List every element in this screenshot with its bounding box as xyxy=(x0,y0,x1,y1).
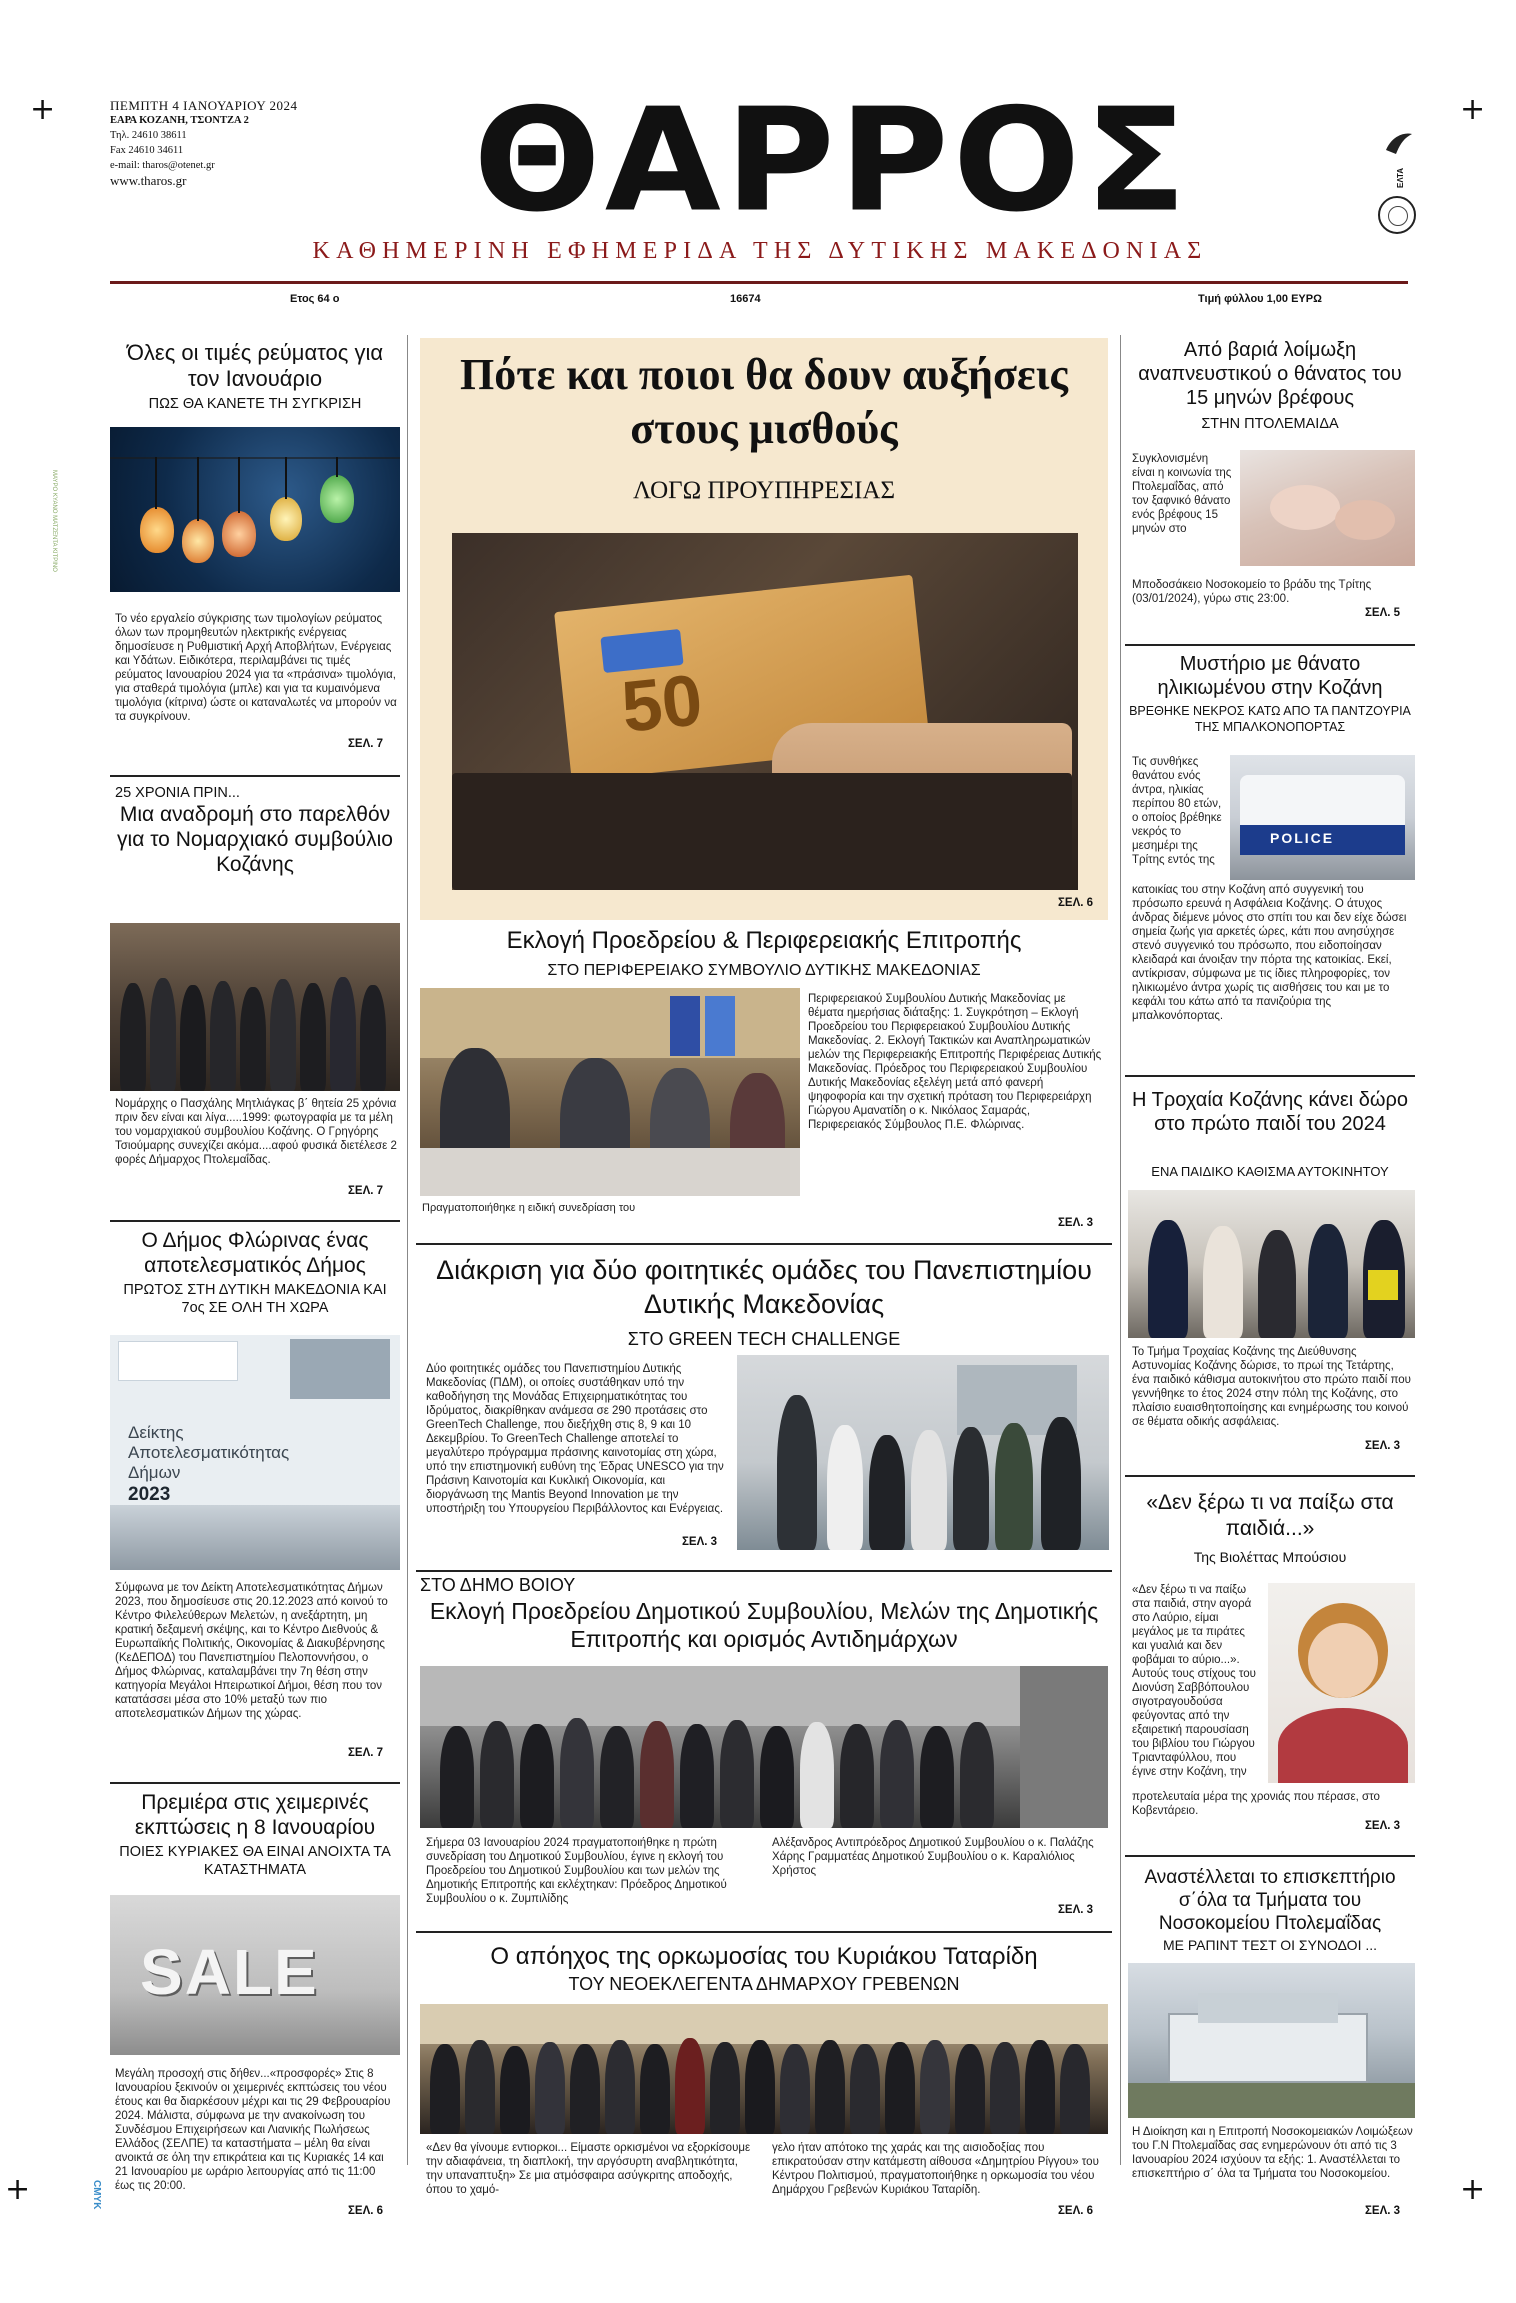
email: e-mail: tharos@otenet.gr xyxy=(110,160,215,171)
year-label: Ετος 64 ο xyxy=(290,293,340,305)
page-ref[interactable]: ΣΕΛ. 6 xyxy=(1058,897,1094,909)
price-label: Τιμή φύλλου 1,00 ΕΥΡΩ xyxy=(1198,293,1322,305)
article-body: Σύμφωνα με τον Δείκτη Αποτελεσματικότητας Δήμων 2023, που δημοσίευσε στις 20.12.2023 από κοινού το Κέντρο Φιλελεύθερων Μελετών, η ανεξάρτητη, μη κρατική δεξαμενή σκέψης, και το Κέντρο Διεθνούς & Ευρωπαϊκής Πολιτικής, Οικονομίας & Διακυβέρνησης (ΚεΔΕΠΟΔ) του Πανεπιστημίου Πελοποννήσου, ο Δήμος Φλώρινας, καταλαμβάνει την 7η θέση στην κατηγορία Μεγάλοι Ηπειρωτικοί Δήμοι, θέση που τον κατατάσσει μέσα στο 10% μεταξύ των πιο αποτελεσματικών Δήμων της χώρας. xyxy=(115,1582,388,1720)
article-body-side: Συγκλονισμένη είναι η κοινωνία της Πτολεμαΐδας, από τον ξαφνικό θάνατο ενός βρέφους 15 μηνών στο xyxy=(1132,453,1232,535)
article-title[interactable]: Αναστέλλεται το επισκεπτήριο σ΄όλα τα Τμήματα του Νοσοκομείου Πτολεμαΐδας xyxy=(1144,1867,1396,1934)
article-title[interactable]: Όλες οι τιμές ρεύματος για τον Ιανουάριο xyxy=(126,340,384,391)
article-title[interactable]: Διάκριση για δύο φοιτητικές ομάδες του Πανεπιστημίου Δυτικής Μακεδονίας xyxy=(436,1255,1092,1319)
article-body: Το Τμήμα Τροχαίας Κοζάνης της Διεύθυνσης Αστυνομίας Κοζάνης δώρισε, το πρωί της Τετάρτης, ένα παιδικό κάθισμα αυτοκινήτου στο πρώτο παιδί που γεννήθηκε το έτος 2024 στην πόλη της Κοζάνης, στο πλαίσιο ευαισθητοποίησης και ενημέρωσης του κοινού σε θέματα οδικής ασφάλειας. xyxy=(1132,1346,1411,1428)
photo-wallet-money: 50 xyxy=(452,533,1078,890)
article-subtitle: ΠΡΩΤΟΣ ΣΤΗ ΔΥΤΙΚΗ ΜΑΚΕΔΟΝΙΑ ΚΑΙ 7ος ΣΕ ΟΛΗ ΤΗ ΧΩΡΑ xyxy=(123,1282,387,1316)
registration-mark: + xyxy=(5,2172,31,2207)
page-ref[interactable]: ΣΕΛ. 7 xyxy=(348,1747,384,1759)
article-title[interactable]: Η Τροχαία Κοζάνης κάνει δώρο στο πρώτο παιδί του 2024 xyxy=(1132,1089,1408,1135)
article-subtitle: ΠΩΣ ΘΑ ΚΑΝΕΤΕ ΤΗ ΣΥΓΚΡΙΣΗ xyxy=(148,396,362,412)
article-body-right: γελο ήταν απότοκο της χαράς και της αισιοδοξίας που επικρατούσαν στην κατάμεστη αίθουσα «Δημητρίου Ρίγγου» του Κέντρου Πολιτισμού, πραγματοποιήθηκε η ορκωμοσία του νέου Δημάρχου Γρεβενών Κυριάκου Ταταρίδη. xyxy=(772,2142,1099,2196)
article-body-left: Σήμερα 03 Ιανουαρίου 2024 πραγματοποιήθηκε η πρώτη συνεδρίαση του Δημοτικού Συμβουλίου, έγινε η εκλογή του Προεδρείου του Δημοτικού Συμβουλίου και των μελών της Δημοτικής Επιτροπής και εκλέχτηκαν: Πρόεδρος Δημοτικού Συμβουλίου ο κ. Ζυμπιλίδης xyxy=(426,1837,727,1905)
photo-regional-council xyxy=(420,988,800,1196)
page-ref[interactable]: ΣΕΛ. 3 xyxy=(1058,1904,1094,1916)
article-body: Δύο φοιτητικές ομάδες του Πανεπιστημίου Δυτικής Μακεδονίας (ΠΔΜ), οι οποίες συστάθηκαν υπό την καθοδήγηση της Μονάδας Επιχειρηματικότητας του Ιδρύματος, διακρίθηκαν ανάμεσα σε 290 προτάσεις στο GreenTech Challenge, που διεξήχθη στις 8, 9 και 10 Δεκεμβρίου. Το GreenTech Challenge αποτελεί το μεγαλύτερο πρόγραμμα πράσινης καινοτομίας στη χώρα, υπό την επιστημονική ευθύνη της Έδρας UNESCO για την Πράσινη Καινοτομία και Κυκλική Οικονομία, και διοργάνωση της Mantis Beyond Innovation με την υποστήριξη του Υπουργείου Περιβάλλοντος και Ενέργειας. xyxy=(426,1363,724,1515)
article-title[interactable]: Εκλογή Προεδρείου Δημοτικού Συμβουλίου, Μελών της Δημοτικής Επιτροπής και ορισμός Αντιδημάρχων xyxy=(429,1598,1099,1652)
page-ref[interactable]: ΣΕΛ. 3 xyxy=(1365,1820,1401,1832)
photo-council-1999 xyxy=(110,923,400,1091)
photo-traffic-police xyxy=(1128,1190,1415,1338)
masthead-info xyxy=(110,98,340,188)
tagline: ΚΑΘΗΜΕΡΙΝΗ ΕΦΗΜΕΡΙΔΑ ΤΗΣ ΔΥΤΙΚΗΣ ΜΑΚΕΔΟΝΙΑΣ xyxy=(312,238,1208,264)
article-rule xyxy=(416,1931,1112,1933)
fax: Fax 24610 34611 xyxy=(110,145,184,156)
article-subtitle: ΒΡΕΘΗΚΕ ΝΕΚΡΟΣ ΚΑΤΩ ΑΠΟ ΤΑ ΠΑΝΤΖΟΥΡΙΑ ΤΗΣ ΜΠΑΛΚΟΝΟΠΟΡΤΑΣ xyxy=(1129,704,1411,734)
article-body: Μεγάλη προσοχή στις δήθεν...«προσφορές» Στις 8 Ιανουαρίου ξεκινούν οι χειμερινές εκπτώσεις του νέου έτους και θα διαρκέσουν μέχρι και τις 29 Φεβρουαρίου 2024. Μάλιστα, σύμφωνα με την ανακοίνωση του Συνδέσμου Επιχειρήσεων και Λιανικής Πωλήσεως Ελλάδος (ΣΕΛΠΕ) τα καταστήματα – μέλη θα είναι ανοικτά σε όλη την επικράτεια και τις Κυριακές 14 και 21 Ιανουαρίου με ωράριο λειτουργίας από τις 11:00 έως τις 20:00. xyxy=(115,2068,391,2192)
page-ref[interactable]: ΣΕΛ. 3 xyxy=(682,1536,718,1548)
article-body: κατοικίας του στην Κοζάνη από συγγενική του πρόσωπο ερευνά η Ασφάλεια Κοζάνης. Ο άτυχος άνδρας διέμενε μόνος στο σπίτι του και δεν είχε δώσει σημεία ζωής για αρκετές ώρες, κάτι που ανησύχησε στενό συγγενικό του πρόσωπο, που ειδοποίησαν κλειδαρά και άνοιξαν την πόρτα της κατοικίας. Εκεί, αντίκρισαν, σύμφωνα με τις ίδιες πληροφορίες, τον ηλικιωμένο άντρα χωρίς τις αισθήσεις του και με το κεφάλι του κάτω από τα πανιζούρια της μπαλκονόπορτας. xyxy=(1132,884,1407,1022)
article-title[interactable]: Μια αναδρομή στο παρελθόν για το Νομαρχιακό συμβούλιο Κοζάνης xyxy=(117,803,393,876)
article-subtitle: ΕΝΑ ΠΑΙΔΙΚΟ ΚΑΘΙΣΜΑ ΑΥΤΟΚΙΝΗΤΟΥ xyxy=(1151,1164,1389,1179)
article-body: Το νέο εργαλείο σύγκρισης των τιμολογίων ρεύματος όλων των προμηθευτών ηλεκτρικής ενέργειας δημοσίευσε η Ρυθμιστική Αρχή Αποβλήτων, Ενέργειας και Υδάτων. Ειδικότερα, περιλαμβάνει τις τιμές ρεύματος Ιανουαρίου 2024 για τα «πράσινα» τιμολόγια, για σταθερά τιμολόγια (μπλε) και για τα κυμαινόμενα τιμολόγια (κίτρινα) ώστε οι καταναλωτές να μπορούν να τα συγκρίνουν. xyxy=(115,613,397,723)
article-body: προτελευταία μέρα της χρονιάς που πέρασε, στο Κοβεντάρειο. xyxy=(1132,1791,1380,1817)
article-subtitle: ΣΤΟ ΠΕΡΙΦΕΡΕΙΑΚΟ ΣΥΜΒΟΥΛΙΟ ΔΥΤΙΚΗΣ ΜΑΚΕΔΟΝΙΑΣ xyxy=(547,962,981,979)
photo-police-car: POLICE xyxy=(1230,755,1415,880)
article-subtitle: ΣΤΟ GREEN TECH CHALLENGE xyxy=(627,1329,901,1349)
issue-date: ΠΕΜΠΤΗ 4 ΙΑΝΟΥΑΡΙΟΥ 2024 xyxy=(110,98,298,113)
article-title[interactable]: Ο Δήμος Φλώρινας ένας αποτελεσματικός Δήμος xyxy=(141,1229,369,1277)
seal-icon xyxy=(1378,196,1416,234)
article-title[interactable]: Πρεμιέρα στις χειμερινές εκπτώσεις η 8 Ιανουαρίου xyxy=(134,1791,376,1839)
article-body: Η Διοίκηση και η Επιτροπή Νοσοκομειακών Λοιμώξεων του Γ.Ν Πτολεμαΐδας σας ενημερώνουν ότι από τις 3 Ιανουαρίου 2024 ισχύουν τα εξής: 1. Αναστέλλεται το επισκεπτήριο σ΄ όλα τα Τμήματα του Νοσοκομείου. xyxy=(1132,2126,1413,2180)
article-body: Περιφερειακού Συμβουλίου Δυτικής Μακεδονίας με θέματα ημερήσιας διάταξης: 1. Συγκρότηση – Εκλογή Προεδρείου του Περιφερειακού Συμβουλίου Δυτικής Μακεδονίας. 2. Εκλογή Τακτικών και Αναπληρωματικών μελών της Περιφερειακής Επιτροπής Περιφέρειας Δυτικής Μακεδονίας. Πρόεδρος του Περιφερειακού Συμβουλίου Δυτικής Μακεδονίας εξελέγη μετά από φανερή ψηφοφορία και την σχετική πρόταση του Περιφερειάρχη Γιώργου Αμανατίδη ο κ. Νικόλαος Σαμαράς, Περιφερειακός Σύμβουλος Π.Ε. Φλώρινας. xyxy=(808,993,1102,1131)
article-rule xyxy=(110,1782,400,1784)
article-rule xyxy=(1125,644,1415,646)
article-rule xyxy=(110,775,400,777)
article-body: Νομάρχης ο Πασχάλης Μητλιάγκας β΄ θητεία 25 χρόνια πριν δεν είναι και λίγα.....1999: φωτογραφία με τα μέλη του νομαρχιακού συμβουλίου Κοζάνης. Ο Γρηγόρης Τσιούμαρης συνεχίζει ακόμα....αφού φυσικά διετέλεσε 2 φορές Δήμαρχος Πτολεμαΐδας. xyxy=(115,1098,397,1166)
article-rule xyxy=(1125,1855,1415,1857)
article-rule xyxy=(110,1220,400,1222)
column-divider xyxy=(407,335,408,2165)
photo-caption: Πραγματοποιήθηκε η ειδική συνεδρίαση του xyxy=(422,1202,636,1214)
photo-grevena-oath xyxy=(420,2004,1108,2134)
article-subtitle: ΣΤΗΝ ΠΤΟΛΕΜΑΙΔΑ xyxy=(1201,416,1339,432)
page-ref[interactable]: ΣΕΛ. 6 xyxy=(1058,2205,1094,2217)
report-title: Δείκτης Αποτελεσματικότητας Δήμων 2023 xyxy=(128,1423,290,1505)
article-rule xyxy=(416,1243,1112,1245)
registration-mark: + xyxy=(1460,92,1486,127)
page-ref[interactable]: ΣΕΛ. 3 xyxy=(1365,1440,1401,1452)
photo-voio-council xyxy=(420,1666,1108,1828)
article-subtitle: ΠΟΙΕΣ ΚΥΡΙΑΚΕΣ ΘΑ ΕΙΝΑΙ ΑΝΟΙΧΤΑ ΤΑ ΚΑΤΑΣΤΗΜΑΤΑ xyxy=(119,1844,391,1878)
registration-mark: + xyxy=(30,92,56,127)
article-kicker: ΣΤΟ ΔΗΜΟ ΒΟΙΟΥ xyxy=(420,1575,576,1595)
address: ΕΑΡΑ ΚΟΖΑΝΗ, ΤΣΟΝΤΖΑ 2 xyxy=(110,115,249,126)
article-kicker: 25 ΧΡΟΝΙΑ ΠΡΙΝ... xyxy=(115,785,240,801)
article-title[interactable]: Από βαριά λοίμωξη αναπνευστικού ο θάνατος του 15 μηνών βρέφους xyxy=(1138,339,1402,409)
photo-author-portrait xyxy=(1268,1583,1415,1783)
article-rule xyxy=(416,1570,1112,1572)
cmyk-mark: CMYK xyxy=(91,2180,102,2210)
page-ref[interactable]: ΣΕΛ. 5 xyxy=(1365,607,1401,619)
article-body-right: Αλέξανδρος Αντιπρόεδρος Δημοτικού Συμβουλίου ο κ. Παλάζης Χάρης Γραμματέας Δημοτικού Συμβουλίου ο κ. Καραλιόλιος Χρήστος xyxy=(772,1837,1094,1877)
column-divider xyxy=(1120,335,1121,2165)
article-body-side: Τις συνθήκες θανάτου ενός άντρα, ηλικίας περίπου 80 ετών, ο οποίος βρέθηκε νεκρός το μεσημέρι της Τρίτης εντός της xyxy=(1132,756,1222,866)
page-ref[interactable]: ΣΕΛ. 3 xyxy=(1365,2205,1401,2217)
page-ref[interactable]: ΣΕΛ. 7 xyxy=(348,1185,384,1197)
article-title[interactable]: Εκλογή Προεδρείου & Περιφερειακής Επιτροπής xyxy=(506,927,1022,954)
page-ref[interactable]: ΣΕΛ. 3 xyxy=(1058,1217,1094,1229)
photo-sale-sign: SALE xyxy=(110,1895,400,2055)
photo-hospital-aerial xyxy=(1128,1963,1415,2118)
lead-headline[interactable]: Πότε και ποιοι θα δουν αυξήσεις στους μισθούς xyxy=(460,350,1068,453)
article-body-side: «Δεν ξέρω τι να παίξω στα παιδιά, στην αγορά στο Λαύριο, είμαι μεγάλος με τα πιράτες και γυαλιά και δεν φοβάμαι το αύριο...». Αυτούς τους στίχους του Διονύση Σαββόπουλου σιγοτραγουδούσα φεύγοντας από την εξαιρετική παρουσίαση του βιβλίου του Γιώργου Τριανταφύλλου, που έγινε στην Κοζάνη, την xyxy=(1132,1584,1256,1778)
photo-students-award xyxy=(737,1355,1109,1550)
website-link[interactable]: www.tharos.gr xyxy=(110,173,187,188)
article-title[interactable]: Ο απόηχος της ορκωμοσίας του Κυριάκου Ταταρίδη xyxy=(490,1943,1038,1970)
photo-baby-feet xyxy=(1240,450,1415,566)
article-title[interactable]: «Δεν ξέρω τι να παίξω στα παιδιά...» xyxy=(1146,1491,1394,1540)
photo-light-bulbs xyxy=(110,427,400,592)
article-body: Μποδοσάκειο Νοσοκομείο το βράδυ της Τρίτης (03/01/2024), γύρω στις 23:00. xyxy=(1132,579,1372,605)
article-rule xyxy=(1125,1475,1415,1477)
color-bar: ΜΑΥΡΟ ΚΥΑΝΟ ΜΑΤΖΕΝΤΑ ΚΙΤΡΙΝΟ xyxy=(51,470,57,572)
bird-icon xyxy=(1382,128,1416,158)
article-body-left: «Δεν θα γίνουμε εντιορκοι... Είμαστε ορκισμένοι να εξορκίσουμε την αδιαφάνεια, τη διαπλοκή, την αργόσυρτη αναβλητικότητα, την υπαναπτυξη» Σε μια ατμόσφαιρα ασύγκριτης αποδοχής, όπου το χαμό- xyxy=(426,2142,751,2196)
article-title[interactable]: Μυστήριο με θάνατο ηλικιωμένου στην Κοζάνη xyxy=(1157,653,1383,699)
article-subtitle: ΜΕ ΡΑΠΙΝΤ ΤΕΣΤ ΟΙ ΣΥΝΟΔΟΙ ... xyxy=(1162,1937,1378,1953)
article-author: Της Βιολέττας Μπούσιου xyxy=(1193,1549,1347,1565)
issue-number: 16674 xyxy=(730,293,761,305)
photo-report-cover xyxy=(110,1335,400,1570)
page-ref[interactable]: ΣΕΛ. 6 xyxy=(348,2205,384,2217)
registration-mark: + xyxy=(1460,2172,1486,2207)
lead-subtitle: ΛΟΓΩ ΠΡΟΥΠΗΡΕΣΙΑΣ xyxy=(632,477,896,504)
masthead-rule xyxy=(110,281,1408,284)
phone: Τηλ. 24610 38611 xyxy=(110,130,187,141)
elta-badge: ΕΛΤΑ xyxy=(1380,128,1414,198)
article-subtitle: ΤΟΥ ΝΕΟΕΚΛΕΓΕΝΤΑ ΔΗΜΑΡΧΟΥ ΓΡΕΒΕΝΩΝ xyxy=(568,1974,960,1994)
page-ref[interactable]: ΣΕΛ. 7 xyxy=(348,738,384,750)
article-rule xyxy=(1125,1075,1415,1077)
newspaper-logo: ΘΑΡΡΟΣ xyxy=(473,78,1191,244)
